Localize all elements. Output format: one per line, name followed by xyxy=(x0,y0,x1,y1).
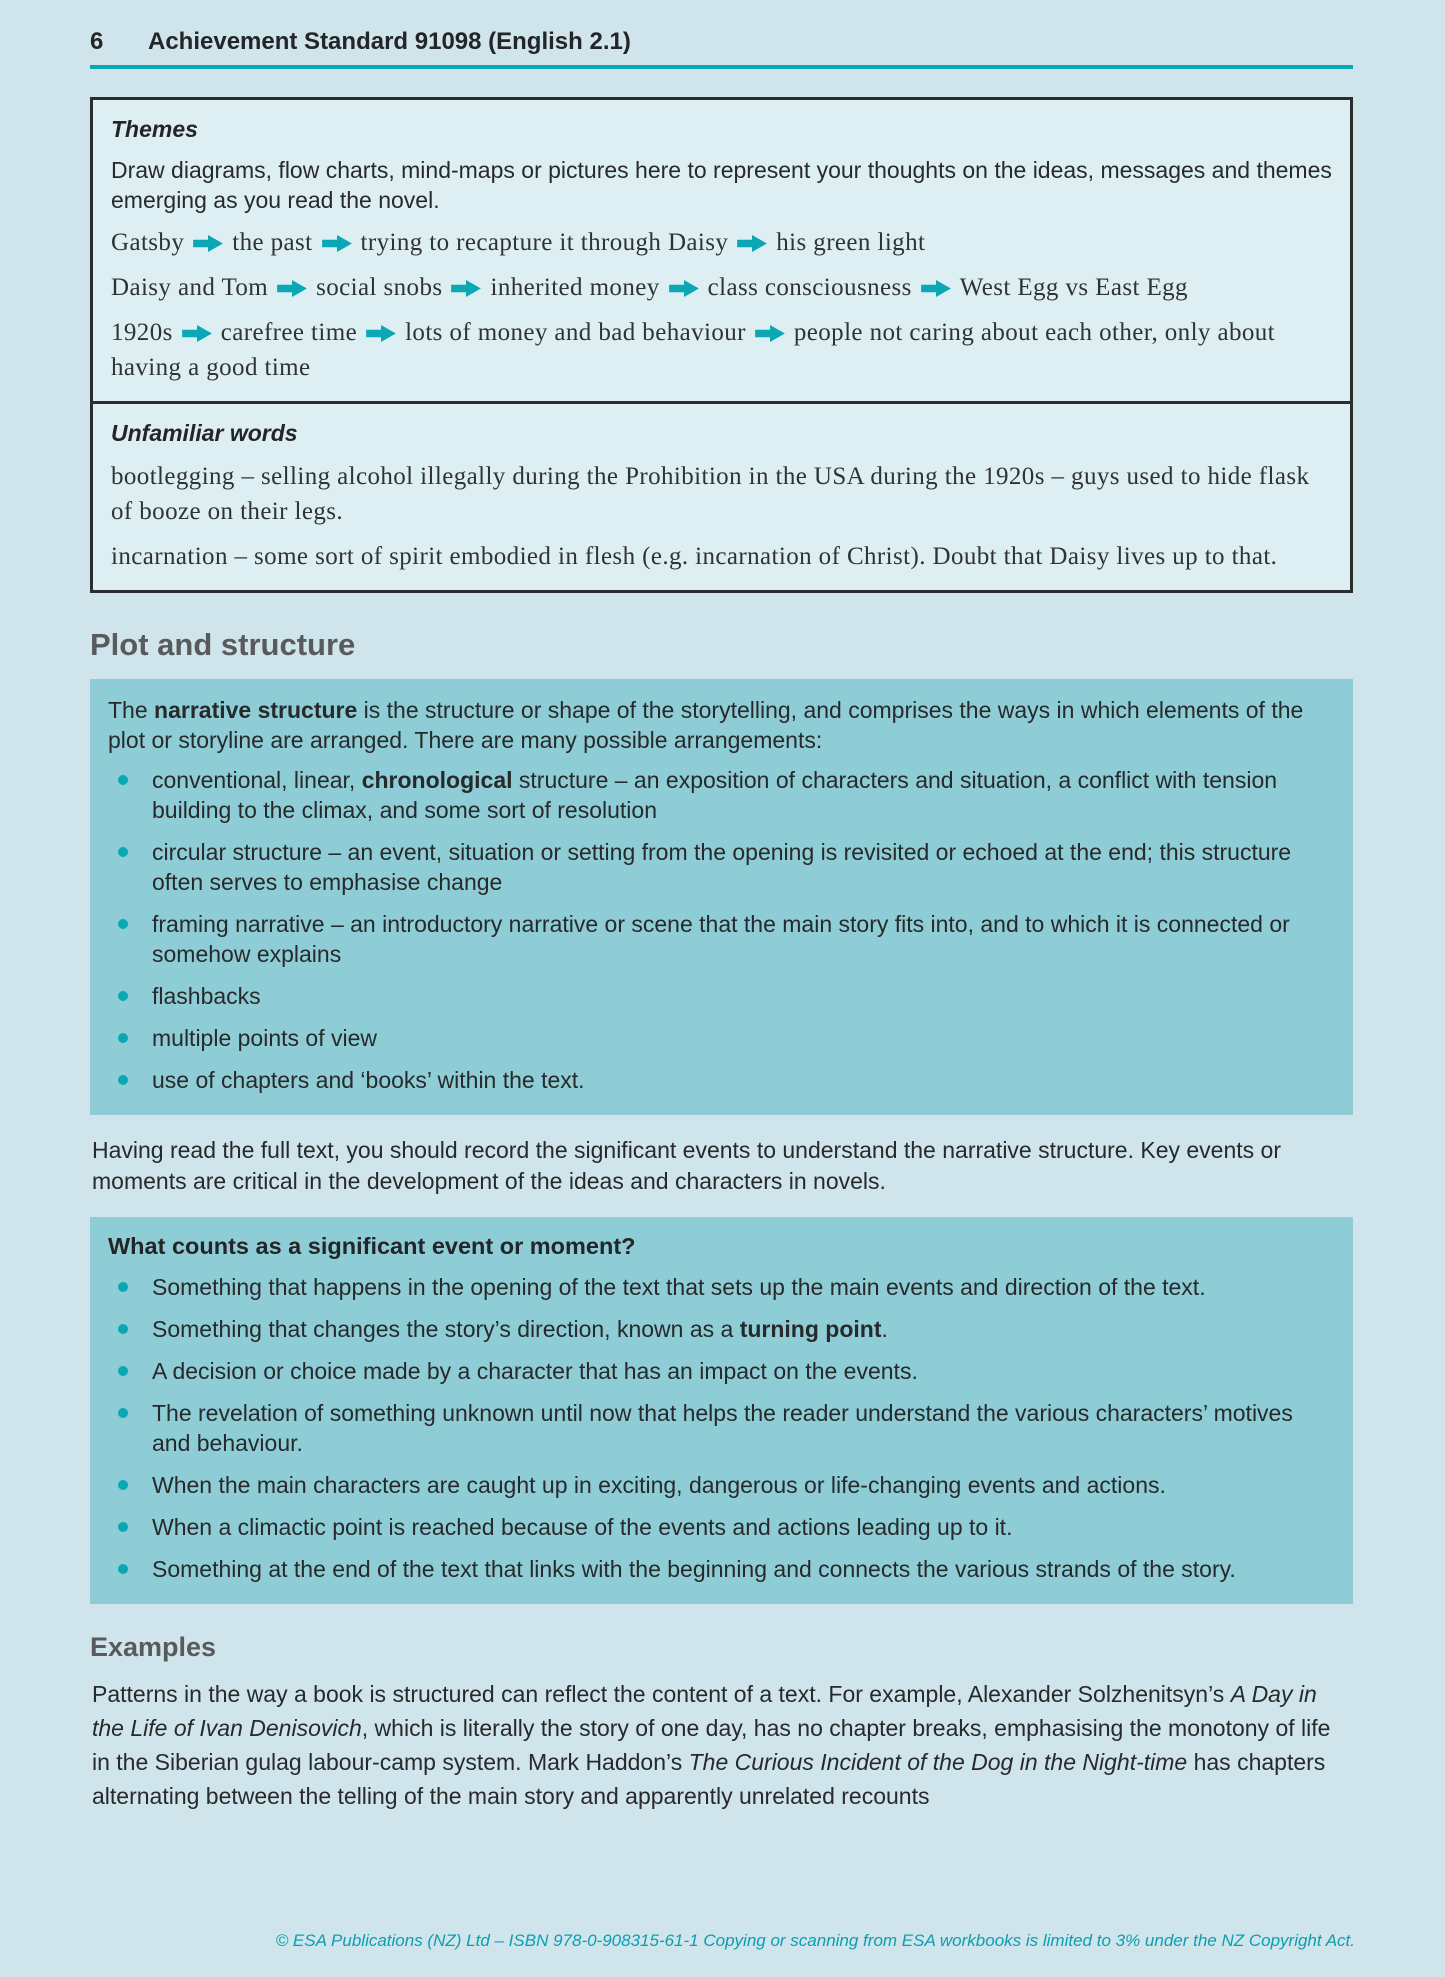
list-item: Something at the end of the text that links with the beginning and connects the various strands of the story. xyxy=(106,1554,1337,1584)
arrow-icon xyxy=(366,325,396,342)
theme-note-segment: 1920s xyxy=(111,319,173,346)
unfamiliar-words-section xyxy=(93,401,1350,590)
arrow-icon xyxy=(193,235,223,252)
list-item: flashbacks xyxy=(106,981,1337,1011)
themes-instruction: Draw diagrams, flow charts, mind-maps or pictures here to represent your thoughts on the ideas, messages and themes emerging as you read the novel. xyxy=(111,157,1332,213)
significant-events-list xyxy=(106,1272,1337,1584)
themes-unfamiliar-box xyxy=(90,97,1353,593)
narrative-structure-list xyxy=(106,765,1337,1095)
list-item: conventional, linear, chronological structure – an exposition of characters and situation, a conflict with tension building to the climax, and some sort of resolution xyxy=(106,765,1337,825)
list-item: When the main characters are caught up in exciting, dangerous or life-changing events and actions. xyxy=(106,1470,1337,1500)
significant-events-heading: What counts as a significant event or moment? xyxy=(108,1233,636,1259)
paragraph-text: , which is literally the story of one day, has no chapter breaks, emphasising the monotony of life in the Siberian gulag labour-camp system. Mark Haddon’s xyxy=(92,1715,1331,1775)
list-item: A decision or choice made by a character that has an impact on the events. xyxy=(106,1356,1337,1386)
significant-events-panel xyxy=(90,1217,1353,1604)
theme-note-segment: people not caring about each other, only about having a good time xyxy=(111,319,1276,381)
theme-note-segment: Gatsby xyxy=(111,229,185,256)
list-item: When a climactic point is reached because of the events and actions leading up to it. xyxy=(106,1512,1337,1542)
intro-text: The xyxy=(108,697,155,723)
copyright-footer: © ESA Publications (NZ) Ltd – ISBN 978-0-908315-61-1 Copying or scanning from ESA workbooks is limited to 3% under the NZ Copyright Act. xyxy=(275,1931,1355,1950)
theme-note-line xyxy=(111,315,1332,385)
paragraph-text: Patterns in the way a book is structured can reflect the content of a text. For example, Alexander Solzhenitsyn’s xyxy=(92,1681,1231,1707)
theme-note-segment: his green light xyxy=(776,229,926,256)
plot-structure-heading: Plot and structure xyxy=(90,627,356,662)
theme-note-line xyxy=(111,270,1332,305)
theme-note-segment: carefree time xyxy=(220,319,358,346)
theme-note-segment: the past xyxy=(232,229,313,256)
bold-term: chronological xyxy=(361,767,513,793)
page-number: 6 xyxy=(90,28,104,55)
examples-paragraph xyxy=(92,1677,1351,1813)
examples-heading: Examples xyxy=(90,1632,217,1662)
list-item: use of chapters and ‘books’ within the text. xyxy=(106,1065,1337,1095)
between-paragraph: Having read the full text, you should record the significant events to understand the narrative structure. Key events or moments are critical in the development of the ideas and characters in novels. xyxy=(92,1137,1281,1194)
page-title: Achievement Standard 91098 (English 2.1) xyxy=(148,28,631,55)
arrow-icon xyxy=(322,235,352,252)
list-item: framing narrative – an introductory narrative or scene that the main story fits into, and to which it is connected or somehow explains xyxy=(106,909,1337,969)
narrative-structure-panel xyxy=(90,679,1353,1115)
list-item: Something that happens in the opening of the text that sets up the main events and direction of the text. xyxy=(106,1272,1337,1302)
unfamiliar-word-entry: incarnation – some sort of spirit embodied in flesh (e.g. incarnation of Christ). Doubt that Daisy lives up to that. xyxy=(111,543,1278,570)
themes-section xyxy=(93,100,1350,401)
theme-note-segment: Daisy and Tom xyxy=(111,274,269,301)
bold-term: turning point xyxy=(739,1316,882,1342)
arrow-icon xyxy=(755,325,785,342)
themes-heading: Themes xyxy=(111,116,198,142)
arrow-icon xyxy=(921,280,951,297)
list-item: multiple points of view xyxy=(106,1023,1337,1053)
arrow-icon xyxy=(277,280,307,297)
page-header xyxy=(90,28,1353,56)
list-item: Something that changes the story’s direction, known as a turning point. xyxy=(106,1314,1337,1344)
theme-note-segment: class consciousness xyxy=(707,274,912,301)
arrow-icon xyxy=(451,280,481,297)
list-item: circular structure – an event, situation or setting from the opening is revisited or echoed at the end; this structure often serves to emphasise change xyxy=(106,837,1337,897)
narrative-structure-intro xyxy=(108,695,1335,755)
arrow-icon xyxy=(737,235,767,252)
intro-text: is the structure or shape of the storytelling, and comprises the ways in which elements of the plot or storyline are arranged. There are many possible arrangements: xyxy=(108,697,1304,753)
book-title: The Curious Incident of the Dog in the Night-time xyxy=(688,1749,1188,1775)
theme-note-segment: trying to recapture it through Daisy xyxy=(360,229,729,256)
header-rule xyxy=(90,65,1353,69)
unfamiliar-words-heading: Unfamiliar words xyxy=(111,420,298,446)
arrow-icon xyxy=(669,280,699,297)
paragraph-text: has chapters alternating between the telling of the main story and apparently unrelated recounts xyxy=(92,1749,1326,1809)
list-item: The revelation of something unknown until now that helps the reader understand the various characters’ motives and behaviour. xyxy=(106,1398,1337,1458)
book-title: A Day in the Life of Ivan Denisovich xyxy=(92,1681,1317,1741)
theme-note-segment: social snobs xyxy=(316,274,443,301)
theme-note-line xyxy=(111,225,1332,260)
theme-note-segment: inherited money xyxy=(490,274,660,301)
unfamiliar-word-entry: bootlegging – selling alcohol illegally during the Prohibition in the USA during the 1920s – guys used to hide flask of booze on their legs. xyxy=(111,463,1310,525)
theme-note-segment: West Egg vs East Egg xyxy=(959,274,1188,301)
arrow-icon xyxy=(182,325,212,342)
intro-bold-term: narrative structure xyxy=(154,697,358,723)
theme-note-segment: lots of money and bad behaviour xyxy=(405,319,746,346)
